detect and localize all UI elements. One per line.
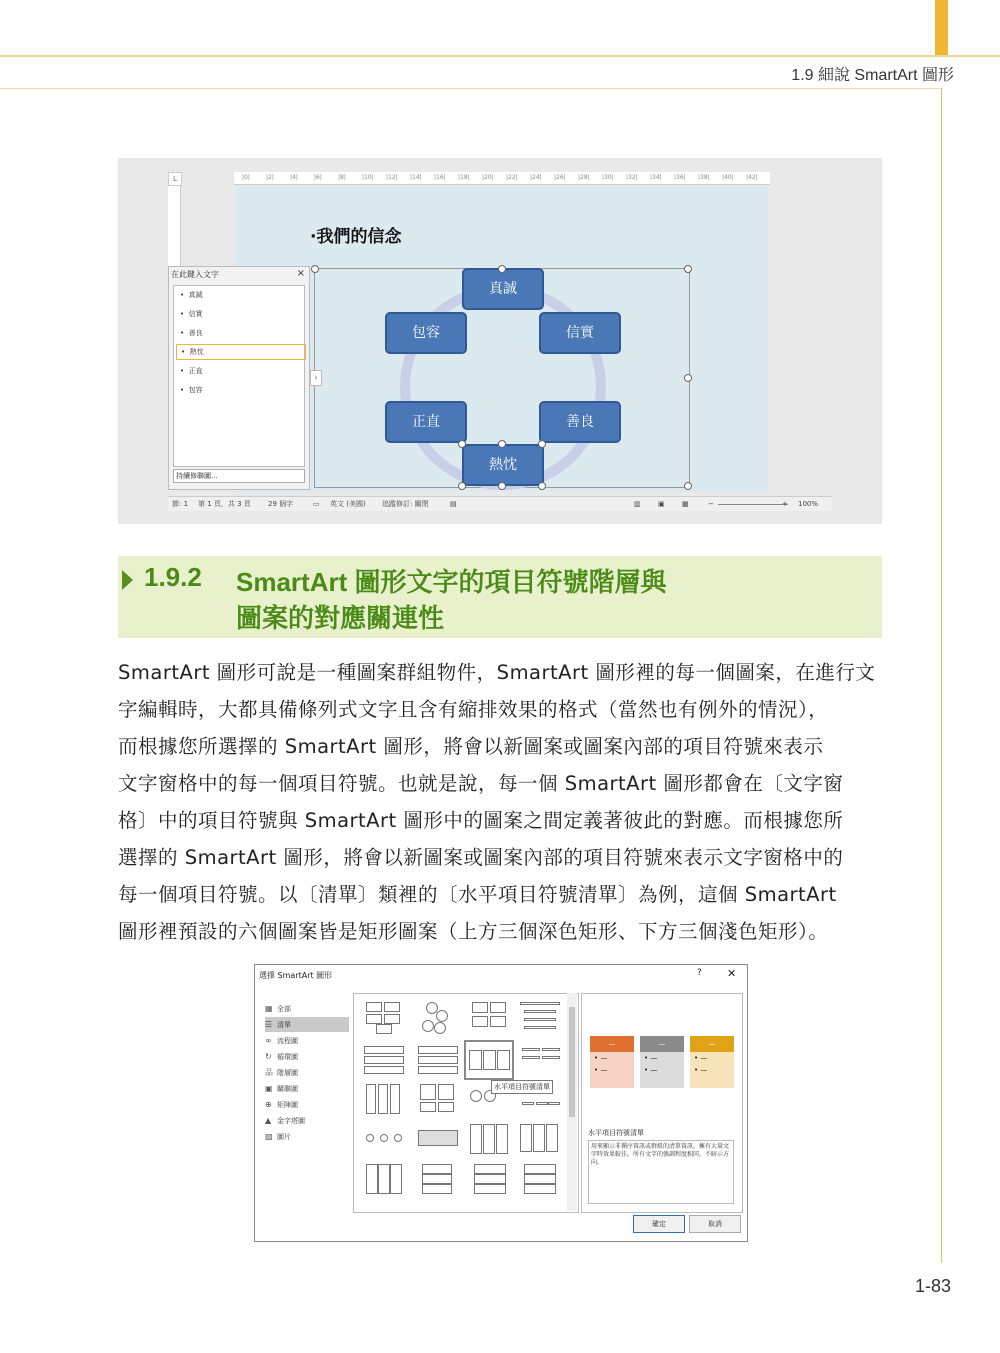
layout-thumbnail[interactable] <box>362 1000 406 1036</box>
status-section[interactable]: 節: 1 <box>172 500 189 508</box>
choose-smartart-dialog[interactable] <box>254 964 748 1242</box>
layout-thumbnail[interactable] <box>416 1082 460 1118</box>
ruler-tick-label: |32| <box>626 174 638 181</box>
close-icon[interactable]: ✕ <box>727 967 737 980</box>
more-about-smartart-link[interactable]: 持續修聯圖... <box>173 469 305 483</box>
layout-thumbnail[interactable] <box>468 1162 512 1198</box>
layout-thumbnail[interactable] <box>416 1000 460 1036</box>
status-bar <box>168 496 832 511</box>
layout-preview <box>581 993 743 1213</box>
list-item-selected[interactable]: • 熱忱 <box>176 344 306 360</box>
category-cycle[interactable]: ↻ 循環圖 <box>265 1049 349 1064</box>
smartart-node-upright[interactable]: 正直 <box>385 401 467 443</box>
frame-handle[interactable] <box>311 265 319 273</box>
layout-thumbnail[interactable] <box>518 1042 562 1078</box>
layout-tooltip: 水平項目符號清單 <box>491 1080 553 1094</box>
smartart-node-sincere[interactable]: 真誠 <box>462 268 544 310</box>
preview-column-orange: — • — • — <box>590 1036 634 1088</box>
cancel-button[interactable]: 取消 <box>689 1215 741 1233</box>
body-line: 字編輯時，大都具備條列式文字且含有縮排效果的格式（當然也有例外的情況）， <box>118 698 829 721</box>
node-handle[interactable] <box>538 482 546 490</box>
page-number: 1-83 <box>915 1276 952 1296</box>
heading-number: 1.9.2 <box>144 562 202 592</box>
horizontal-ruler[interactable] <box>234 172 770 185</box>
process-icon: ∞ <box>265 1036 272 1045</box>
body-line: 文字窗格中的每一個項目符號。也就是說，每一個 SmartArt 圖形都會在〔文字窗 <box>118 772 844 795</box>
category-matrix[interactable]: ⊕ 矩陣圖 <box>265 1097 349 1112</box>
hierarchy-icon: 品 <box>265 1068 273 1077</box>
list-item[interactable]: • 正直 <box>180 367 203 375</box>
zoom-level[interactable]: 100% <box>798 500 819 508</box>
layout-thumbnail[interactable] <box>362 1122 406 1158</box>
body-line: 每一個項目符號。以〔清單〕類裡的〔水平項目符號清單〕為例，這個 SmartArt <box>118 883 837 906</box>
zoom-out-icon[interactable]: − <box>708 500 714 508</box>
layout-thumbnail[interactable] <box>362 1042 406 1078</box>
category-process[interactable]: ∞ 流程圖 <box>265 1033 349 1048</box>
list-item[interactable]: • 信實 <box>180 310 203 318</box>
node-handle[interactable] <box>458 440 466 448</box>
layout-thumbnail[interactable] <box>416 1162 460 1198</box>
layout-thumbnail[interactable] <box>518 1122 562 1158</box>
frame-handle[interactable] <box>684 265 692 273</box>
frame-handle[interactable] <box>684 374 692 382</box>
preview-header: — <box>590 1036 634 1052</box>
ruler-tick-label: |20| <box>482 174 494 181</box>
node-handle[interactable] <box>538 440 546 448</box>
frame-handle[interactable] <box>684 482 692 490</box>
preview-column-gold: — • — • — <box>690 1036 734 1088</box>
category-pyramid[interactable]: ▲ 金字塔圖 <box>265 1113 349 1128</box>
header-rule <box>0 55 1000 57</box>
list-item[interactable]: • 包容 <box>180 386 203 394</box>
body-line: 圖形裡預設的六個圖案皆是矩形圖案（上方三個深色矩形、下方三個淺色矩形）。 <box>118 920 829 943</box>
close-icon[interactable]: × <box>296 268 305 279</box>
category-relationship[interactable]: ▣ 關聯圖 <box>265 1081 349 1096</box>
smartart-node-trust[interactable]: 信實 <box>539 312 621 354</box>
ruler-tick-label: |2| <box>266 174 274 181</box>
smartart-node-kind[interactable]: 善良 <box>539 401 621 443</box>
help-icon[interactable]: ? <box>697 968 702 978</box>
layout-thumbnail[interactable] <box>416 1042 460 1078</box>
ruler-tick-label: |42| <box>746 174 758 181</box>
node-handle[interactable] <box>498 482 506 490</box>
body-paragraph <box>118 654 888 950</box>
node-handle[interactable] <box>498 440 506 448</box>
dialog-title: 選擇 SmartArt 圖形 <box>259 971 333 980</box>
layout-thumbnail[interactable] <box>362 1082 406 1118</box>
ruler-tick-label: |12| <box>386 174 398 181</box>
status-page[interactable]: 第 1 頁，共 3 頁 <box>198 500 251 508</box>
ruler-tick-label: |10| <box>362 174 374 181</box>
text-pane-list[interactable] <box>173 285 305 467</box>
ruler-tick-label: |28| <box>578 174 590 181</box>
category-list[interactable] <box>259 993 351 1211</box>
section-title: 1.9 細說 SmartArt 圖形 <box>791 67 954 84</box>
category-picture[interactable]: ▨ 圖片 <box>265 1129 349 1144</box>
read-mode-icon[interactable]: ▥ <box>634 500 641 508</box>
category-list-item[interactable]: ☰ 清單 <box>265 1017 349 1032</box>
expand-text-pane-icon[interactable]: › <box>310 370 322 386</box>
print-layout-icon[interactable]: ▣ <box>658 500 665 508</box>
preview-header: — <box>690 1036 734 1052</box>
text-pane-title: 在此鍵入文字 <box>171 270 219 279</box>
preview-column-gray: — • — • — <box>640 1036 684 1088</box>
heading-title-line2: 圖案的對應關連性 <box>236 603 445 633</box>
preview-description: 用來顯示非循序資訊或群組的清單資訊。擁有大量文字時效果較佳。所有文字的強調程度相同，不暗示方向。 <box>588 1140 734 1204</box>
matrix-icon: ⊕ <box>265 1100 272 1109</box>
pyramid-icon: ▲ <box>265 1116 272 1125</box>
margin-rule <box>941 88 942 1263</box>
body-line: 選擇的 SmartArt 圖形，將會以新圖案或圖案內部的項目符號來表示文字窗格中的 <box>118 846 844 869</box>
smartart-node-enthusiasm[interactable]: 熱忱 <box>462 444 544 486</box>
macro-icon[interactable]: ▤ <box>450 500 457 508</box>
ruler-tick-label: |0| <box>242 174 250 181</box>
ruler-tick-label: |26| <box>554 174 566 181</box>
ruler-tick-label: |18| <box>458 174 470 181</box>
ruler-corner[interactable]: L <box>168 172 182 186</box>
body-line: 格〕中的項目符號與 SmartArt 圖形中的圖案之間定義著彼此的對應。而根據您所 <box>118 809 844 832</box>
proofing-icon[interactable]: ▭ <box>313 500 320 508</box>
header-tab-marker <box>935 0 948 55</box>
ruler-tick-label: |34| <box>650 174 662 181</box>
layout-thumbnail[interactable] <box>416 1122 460 1158</box>
list-icon: ☰ <box>265 1020 273 1029</box>
status-words[interactable]: 29 個字 <box>268 500 294 508</box>
ruler-tick-label: |4| <box>290 174 298 181</box>
text-pane[interactable] <box>168 266 310 490</box>
ruler-tick-label: |8| <box>338 174 346 181</box>
frame-handle[interactable] <box>498 265 506 273</box>
zoom-slider[interactable] <box>718 504 788 505</box>
node-handle[interactable] <box>458 482 466 490</box>
ruler-tick-label: |38| <box>698 174 710 181</box>
ruler-tick-label: |16| <box>434 174 446 181</box>
smartart-node-tolerance[interactable]: 包容 <box>385 312 467 354</box>
layout-thumbnail[interactable] <box>468 1122 512 1158</box>
ruler-tick-label: |6| <box>314 174 322 181</box>
ruler-tick-label: |22| <box>506 174 518 181</box>
category-hierarchy[interactable]: 品 階層圖 <box>265 1065 349 1080</box>
play-arrow-icon <box>122 570 133 590</box>
relationship-icon: ▣ <box>265 1084 273 1093</box>
preview-layout-name: 水平項目符號清單 <box>588 1129 644 1137</box>
all-icon: ▦ <box>265 1004 273 1013</box>
layout-horizontal-bullet-list-selected[interactable] <box>464 1040 514 1080</box>
ruler-tick-label: |40| <box>722 174 734 181</box>
heading-title-line1: SmartArt 圖形文字的項目符號階層與 <box>236 567 667 597</box>
layout-thumbnail[interactable] <box>362 1162 406 1198</box>
header-rule-thin <box>0 88 942 89</box>
ruler-tick-label: |24| <box>530 174 542 181</box>
layout-thumbnail[interactable] <box>468 1000 512 1036</box>
list-item[interactable]: • 真誠 <box>180 291 203 299</box>
picture-icon: ▨ <box>265 1132 273 1141</box>
gallery-scrollbar[interactable] <box>567 993 577 1211</box>
status-language[interactable]: 英文 (美國) <box>330 500 366 508</box>
category-all[interactable]: ▦ 全部 <box>265 1001 349 1016</box>
preview-header: — <box>640 1036 684 1052</box>
ok-button[interactable]: 確定 <box>633 1215 685 1233</box>
layout-thumbnail[interactable] <box>518 1000 562 1036</box>
layout-gallery[interactable] <box>353 993 579 1213</box>
cycle-icon: ↻ <box>265 1052 272 1061</box>
ruler-tick-label: |14| <box>410 174 422 181</box>
scrollbar-thumb[interactable] <box>569 1007 575 1117</box>
ruler-tick-label: |30| <box>602 174 614 181</box>
layout-thumbnail[interactable] <box>518 1162 562 1198</box>
web-layout-icon[interactable]: ▦ <box>682 500 689 508</box>
zoom-in-icon[interactable]: + <box>782 500 788 508</box>
status-track-changes[interactable]: 追蹤修訂: 關閉 <box>382 500 429 508</box>
body-line: SmartArt 圖形可說是一種圖案群組物件，SmartArt 圖形裡的每一個圖案，在進行文 <box>118 661 876 684</box>
ruler-tick-label: |36| <box>674 174 686 181</box>
body-line: 而根據您所選擇的 SmartArt 圖形，將會以新圖案或圖案內部的項目符號來表示 <box>118 735 824 758</box>
document-title[interactable]: ·我們的信念 <box>310 227 402 247</box>
list-item[interactable]: • 善良 <box>180 329 203 337</box>
